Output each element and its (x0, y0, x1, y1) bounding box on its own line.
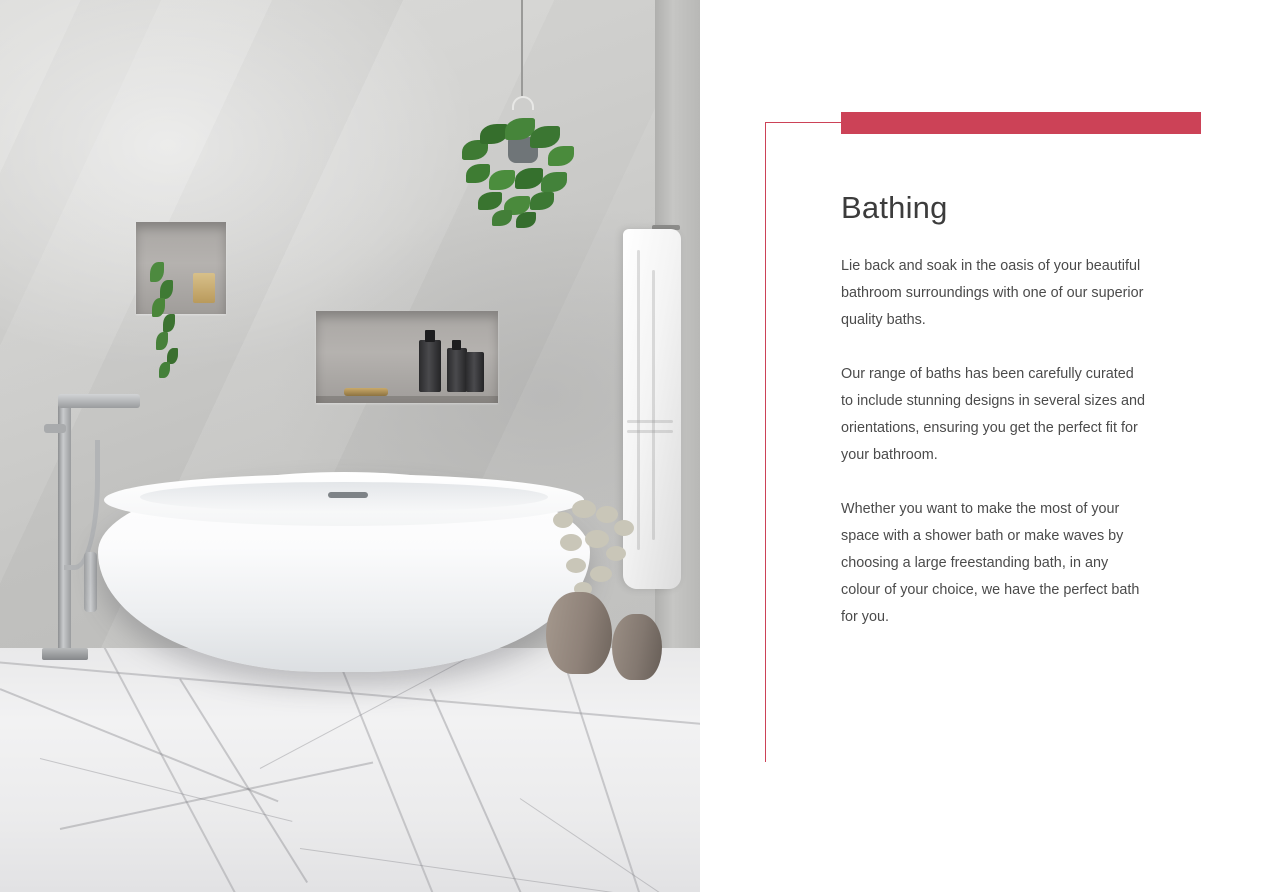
marble-vein (429, 689, 545, 892)
robe-fold (652, 270, 655, 540)
marble-vein (0, 688, 279, 802)
dried-flower (566, 558, 586, 573)
ceramic-vase-large (546, 592, 612, 674)
soap-bottle (466, 352, 484, 392)
robe-fold (637, 250, 640, 550)
marble-vein (300, 848, 637, 892)
bottle-cap-icon (452, 340, 461, 350)
copy-content (841, 190, 1146, 631)
tap-base (42, 648, 88, 660)
dried-flower (585, 530, 609, 548)
floor-grout-line (99, 648, 345, 892)
plant-hanger-cord (521, 0, 523, 96)
tap-spout (58, 394, 140, 408)
marble-vein (60, 761, 373, 829)
bottle-pump-icon (425, 330, 435, 342)
soap-bottle (447, 348, 467, 392)
shower-head (84, 552, 97, 612)
page-title: Bathing (841, 190, 948, 225)
floor-grout-line (559, 649, 691, 892)
dried-flower (590, 566, 612, 582)
robe-fold (627, 430, 673, 433)
niche-shelf (316, 396, 498, 403)
marble-floor (0, 648, 700, 892)
dried-flower (553, 512, 573, 528)
marble-vein (520, 798, 700, 892)
soap-bottle (419, 340, 441, 392)
dried-flower (560, 534, 582, 551)
dried-flower (572, 500, 596, 518)
robe-fold (627, 420, 673, 423)
rule-line-horizontal (765, 122, 845, 123)
copy-panel (700, 0, 1262, 892)
body-paragraph: Our range of baths has been carefully curated to include stunning designs in several sizes and orientations, ensuring you get the perfect fit for your bathroom. (841, 366, 1145, 463)
rule-line-vertical (765, 122, 766, 762)
candle-jar (193, 273, 215, 303)
ceramic-vase-small (612, 614, 662, 680)
body-paragraph: Whether you want to make the most of your space with a shower bath or make waves by choosing a large freestanding bath, in any colour of your choice, we have the perfect bath for you. (841, 501, 1140, 625)
accent-bar (841, 112, 1201, 134)
body-paragraph: Lie back and soak in the oasis of your beautiful bathroom surroundings with one of our superior quality baths. (841, 258, 1144, 328)
bath-brush (344, 388, 388, 396)
tap-handle (44, 424, 66, 433)
bath-overflow-cover (328, 492, 368, 498)
dried-flower (596, 506, 618, 523)
dried-flower (606, 546, 626, 561)
dried-flower (614, 520, 634, 536)
